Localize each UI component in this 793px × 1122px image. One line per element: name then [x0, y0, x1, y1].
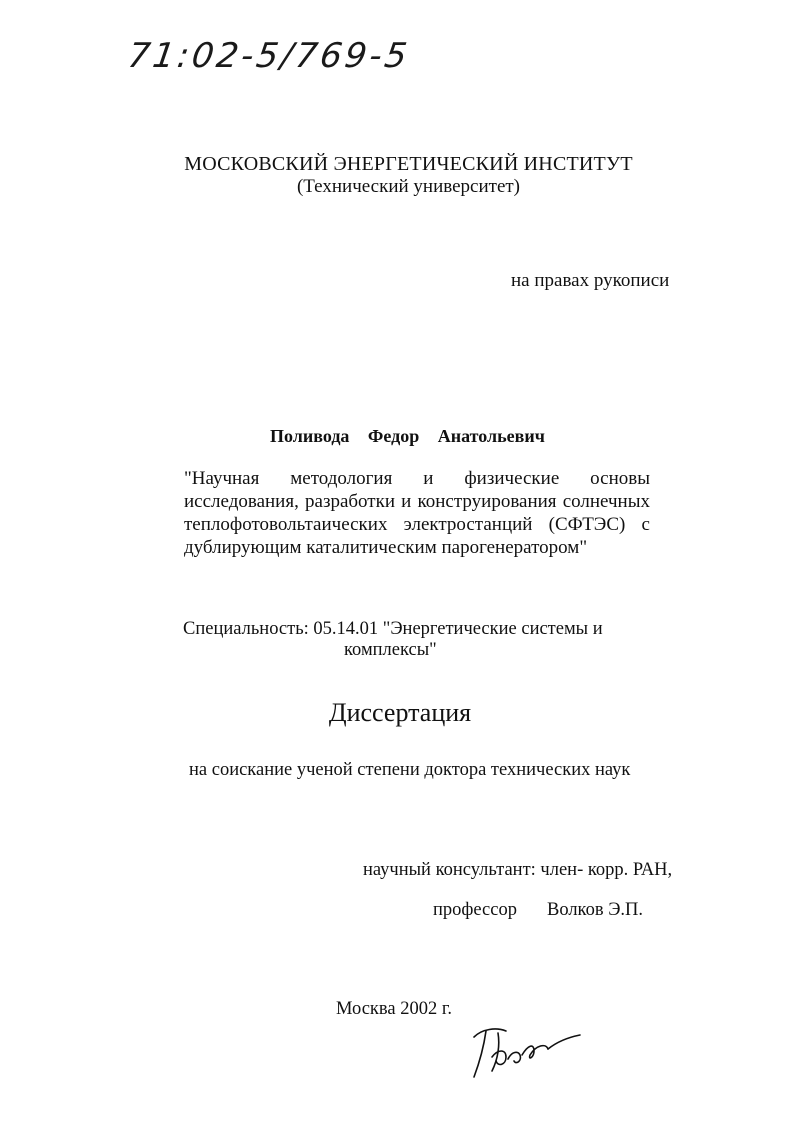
signature-icon [462, 1015, 592, 1085]
dissertation-title: "Научная методология и физические основы исследования, разработки и конструирования солнечных теплофотовольтаических электростанций (СФТЭС) с дублирующим каталитическим парогенератором" [184, 468, 650, 558]
advisor-line: научный консультант: член- корр. РАН, [363, 860, 673, 880]
handwritten-archive-number: 71:02-5/769-5 [125, 36, 413, 76]
specialty-line: Специальность: 05.14.01 "Энергетические системы и [183, 619, 603, 639]
rights-note: на правах рукописи [511, 270, 670, 291]
institute-name: МОСКОВСКИЙ ЭНЕРГЕТИЧЕСКИЙ ИНСТИТУТ [184, 153, 633, 175]
degree-line: на соискание ученой степени доктора технических наук [189, 760, 631, 780]
author-name: Поливода Федор Анатольевич [270, 426, 545, 446]
specialty-continuation: комплексы" [344, 640, 437, 660]
advisor-name: Волков Э.П. [546, 900, 644, 920]
advisor-name-line [433, 900, 643, 921]
institute-subtitle: (Технический университет) [296, 176, 521, 197]
place-year: Москва 2002 г. [336, 999, 452, 1019]
advisor-position: профессор [433, 900, 517, 920]
document-type-heading: Диссертация [328, 698, 472, 727]
